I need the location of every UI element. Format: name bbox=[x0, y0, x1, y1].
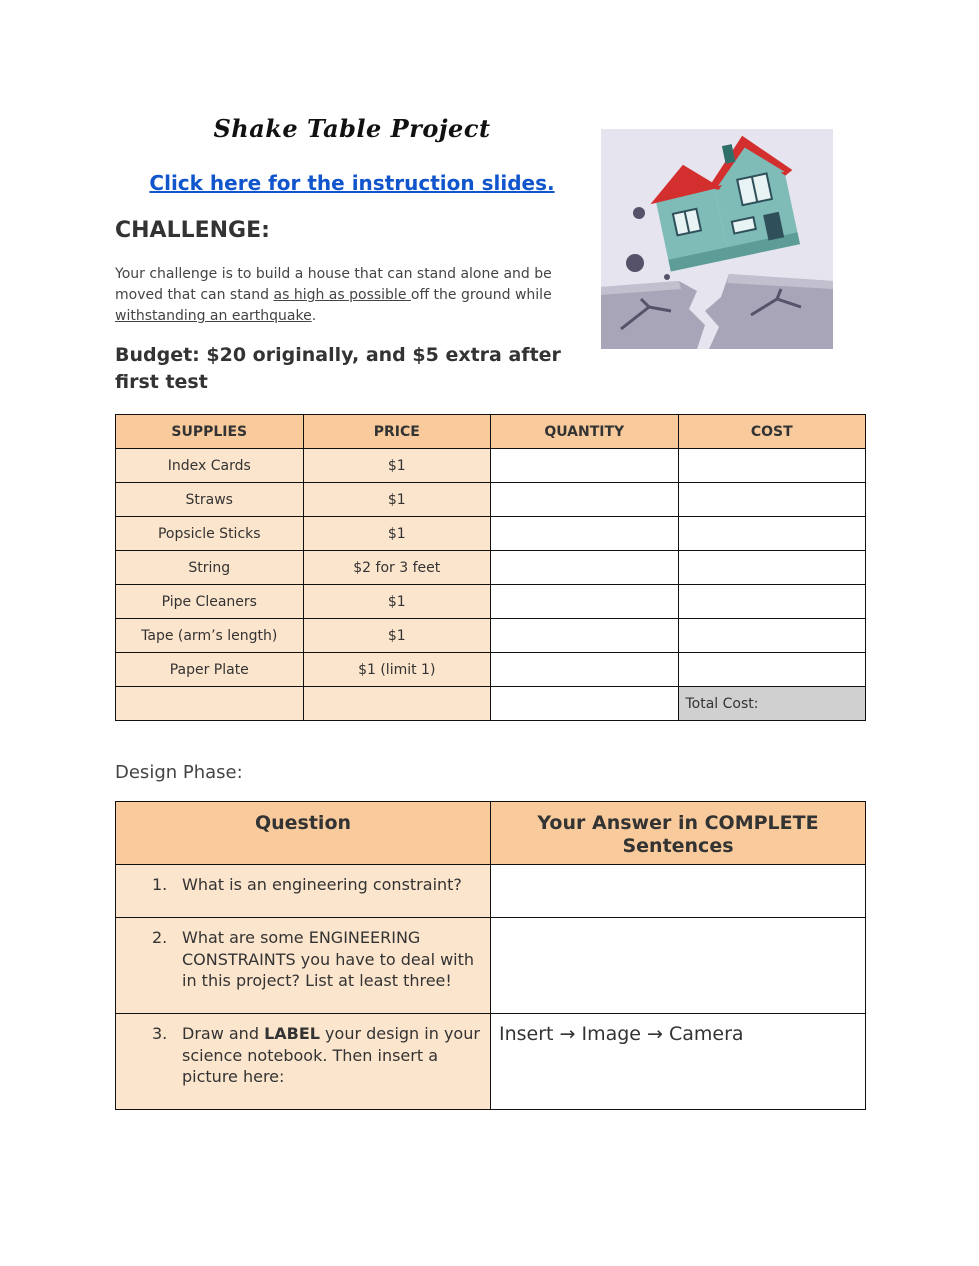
design-phase-table bbox=[115, 801, 866, 1110]
quantity-cell[interactable] bbox=[491, 619, 679, 653]
col-header-answer: Your Answer in COMPLETE Sentences bbox=[491, 802, 866, 865]
question-text bbox=[182, 1023, 482, 1088]
quantity-cell[interactable] bbox=[491, 585, 679, 619]
supply-price: $1 bbox=[303, 619, 491, 653]
challenge-heading: CHALLENGE: bbox=[115, 218, 270, 243]
question-text-part: Draw and bbox=[182, 1024, 265, 1043]
challenge-text-underlined: as high as possible bbox=[273, 287, 411, 303]
supply-item: Pipe Cleaners bbox=[116, 585, 304, 619]
supply-price: $1 bbox=[303, 585, 491, 619]
supply-price: $1 bbox=[303, 517, 491, 551]
empty-cell bbox=[116, 687, 304, 721]
empty-cell bbox=[491, 687, 679, 721]
design-phase-label: Design Phase: bbox=[115, 762, 243, 783]
table-row bbox=[116, 918, 866, 1014]
supply-price: $1 bbox=[303, 449, 491, 483]
table-row bbox=[116, 585, 866, 619]
answer-cell[interactable] bbox=[491, 1014, 866, 1110]
quantity-cell[interactable] bbox=[491, 449, 679, 483]
question-cell bbox=[116, 918, 491, 1014]
challenge-text-part: off the ground while bbox=[410, 287, 552, 303]
question-text-part: your design in your science notebook. Then insert a picture here: bbox=[182, 1024, 480, 1086]
empty-cell bbox=[303, 687, 491, 721]
table-row bbox=[116, 1014, 866, 1110]
question-cell bbox=[116, 1014, 491, 1110]
cost-cell[interactable] bbox=[678, 483, 866, 517]
col-header-price: PRICE bbox=[303, 415, 491, 449]
supply-price: $1 bbox=[303, 483, 491, 517]
answer-cell[interactable] bbox=[491, 865, 866, 918]
cost-cell[interactable] bbox=[678, 585, 866, 619]
cost-cell[interactable] bbox=[678, 517, 866, 551]
col-header-supplies: SUPPLIES bbox=[116, 415, 304, 449]
challenge-text-part: Your challenge is to build a house that can stand alone and be moved that can stand bbox=[115, 266, 552, 303]
question-text-bold: LABEL bbox=[264, 1024, 320, 1043]
supplies-table bbox=[115, 414, 866, 721]
instruction-slides-link[interactable]: Click here for the instruction slides. bbox=[149, 171, 555, 195]
table-row bbox=[116, 517, 866, 551]
insert-image-instruction: Insert → Image → Camera bbox=[499, 1023, 744, 1045]
supply-price: $1 (limit 1) bbox=[303, 653, 491, 687]
total-cost-cell[interactable]: Total Cost: bbox=[678, 687, 866, 721]
cost-cell[interactable] bbox=[678, 653, 866, 687]
quantity-cell[interactable] bbox=[491, 517, 679, 551]
design-header-row bbox=[116, 802, 866, 865]
quantity-cell[interactable] bbox=[491, 483, 679, 517]
challenge-text-part: . bbox=[311, 308, 317, 324]
cost-cell[interactable] bbox=[678, 449, 866, 483]
supply-item: Index Cards bbox=[116, 449, 304, 483]
supply-item: Tape (arm’s length) bbox=[116, 619, 304, 653]
question-text: What are some ENGINEERING CONSTRAINTS you have to deal with in this project? List at least three! bbox=[182, 928, 475, 990]
quantity-cell[interactable] bbox=[491, 653, 679, 687]
answer-cell[interactable] bbox=[491, 918, 866, 1014]
col-header-cost: COST bbox=[678, 415, 866, 449]
table-row bbox=[116, 483, 866, 517]
table-row bbox=[116, 551, 866, 585]
table-row bbox=[116, 449, 866, 483]
question-number: 2. bbox=[152, 928, 168, 947]
total-row bbox=[116, 687, 866, 721]
cost-cell[interactable] bbox=[678, 619, 866, 653]
supply-item: Paper Plate bbox=[116, 653, 304, 687]
challenge-description bbox=[115, 264, 575, 327]
table-row bbox=[116, 619, 866, 653]
budget-heading: Budget: $20 originally, and $5 extra after first test bbox=[115, 344, 561, 393]
earthquake-house-icon bbox=[601, 129, 833, 349]
question-text: What is an engineering constraint? bbox=[182, 875, 462, 894]
question-number: 3. bbox=[152, 1024, 168, 1043]
supply-item: Straws bbox=[116, 483, 304, 517]
supply-item: Popsicle Sticks bbox=[116, 517, 304, 551]
supply-item: String bbox=[116, 551, 304, 585]
question-cell bbox=[116, 865, 491, 918]
col-header-quantity: QUANTITY bbox=[491, 415, 679, 449]
table-row bbox=[116, 865, 866, 918]
table-row bbox=[116, 653, 866, 687]
challenge-text-underlined: withstanding an earthquake bbox=[115, 308, 312, 324]
question-number: 1. bbox=[152, 875, 168, 894]
supplies-header-row bbox=[116, 415, 866, 449]
cost-cell[interactable] bbox=[678, 551, 866, 585]
quantity-cell[interactable] bbox=[491, 551, 679, 585]
supply-price: $2 for 3 feet bbox=[303, 551, 491, 585]
page-title: Shake Table Project bbox=[213, 114, 491, 143]
col-header-question: Question bbox=[116, 802, 491, 865]
